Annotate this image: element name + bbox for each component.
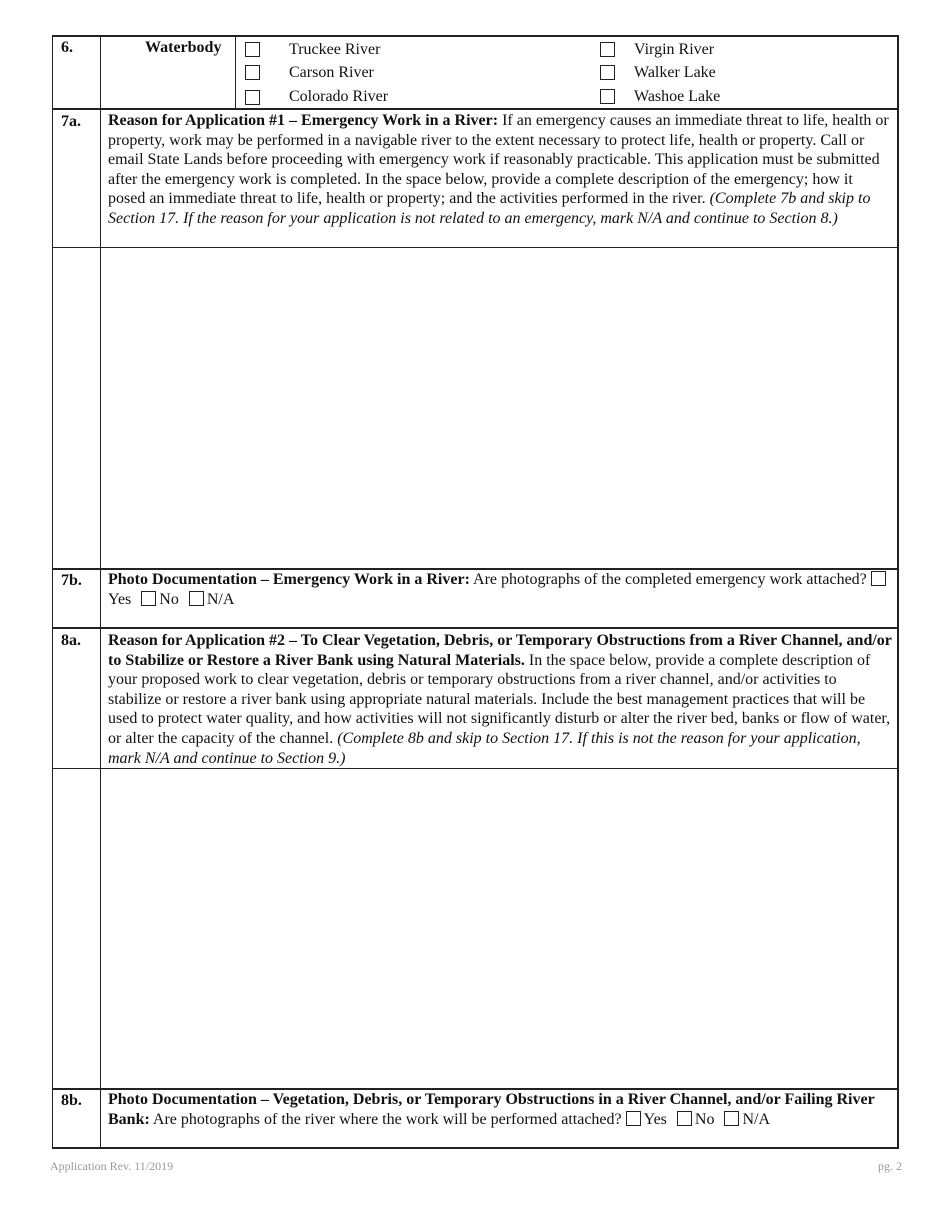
section-8a-title: Reason for Application #2 – To Clear Vegetation, Debris, or Temporary Obstructions from a River Channel, and/or to Stabilize or Restore a River Bank using Natural Materials. xyxy=(108,632,892,669)
section-7a-answer-area[interactable] xyxy=(101,249,897,568)
waterbody-label: Waterbody xyxy=(145,39,222,56)
option-7b-yes: Yes xyxy=(108,590,132,608)
section-8b-instructions xyxy=(108,1090,893,1129)
option-7b-no: No xyxy=(159,590,179,608)
option-8b-no: No xyxy=(694,1110,715,1128)
checkbox-washoe-lake[interactable] xyxy=(600,89,615,104)
section-7a-instructions xyxy=(108,111,893,229)
checkbox-7b-na[interactable] xyxy=(189,591,204,606)
table-right-border xyxy=(897,35,899,1149)
section-8a-note: (Complete 8b and skip to Section 17. If this is not the reason for your application, mark N/A and continue to Section 9.) xyxy=(108,729,861,767)
section-8b-number: 8b. xyxy=(61,1092,82,1109)
checkbox-carson-river[interactable] xyxy=(245,65,260,80)
option-colorado-river: Colorado River xyxy=(289,88,389,105)
section-8a-answer-area[interactable] xyxy=(101,770,897,1088)
checkbox-8b-yes[interactable] xyxy=(626,1111,641,1126)
option-walker-lake: Walker Lake xyxy=(634,64,716,81)
section-7a-number: 7a. xyxy=(61,113,81,130)
row-divider-6-7a xyxy=(52,108,898,110)
checkbox-walker-lake[interactable] xyxy=(600,65,615,80)
option-carson-river: Carson River xyxy=(289,64,374,81)
row-divider-7b xyxy=(52,627,898,629)
section-7a-body: If an emergency causes an immediate threat to life, health or property, work may be performed in a navigable river to the extent necessary to protect life, health or property. Call or email State Lands before proceeding with emergency work if reasonably practicable. This application must be submitted after the emergency work is completed. In the space below, provide a complete description of the emergency; how it posed an immediate threat to life, health or property; and the activities performed in the river. xyxy=(108,112,889,208)
option-8b-na: N/A xyxy=(742,1110,771,1128)
option-virgin-river: Virgin River xyxy=(634,41,715,58)
checkbox-8b-no[interactable] xyxy=(677,1111,692,1126)
checkbox-7b-no[interactable] xyxy=(141,591,156,606)
table-top-border xyxy=(52,35,898,37)
section-7b-number: 7b. xyxy=(61,572,82,589)
waterbody-label-divider xyxy=(235,35,236,109)
section-6-number: 6. xyxy=(61,39,73,56)
footer-page-number: pg. 2 xyxy=(878,1159,902,1173)
checkbox-8b-na[interactable] xyxy=(724,1111,739,1126)
option-washoe-lake: Washoe Lake xyxy=(634,88,721,105)
checkbox-7b-yes[interactable] xyxy=(871,571,886,586)
table-left-border xyxy=(52,35,53,1149)
footer-revision: Application Rev. 11/2019 xyxy=(50,1159,174,1173)
checkbox-virgin-river[interactable] xyxy=(600,42,615,57)
checkbox-colorado-river[interactable] xyxy=(245,90,260,105)
section-8a-body: In the space below, provide a complete description of your proposed work to clear vegetation, debris or temporary obstructions from a river channel, and/or activities to stabilize or restore a river bank using appropriate natural materials. Include the best management practices that will be used to protect water quality, and how activities will not significantly disturb or alter the river bed, banks or flow of water, or alter the capacity of the channel. xyxy=(108,651,891,747)
section-7a-note: (Complete 7b and skip to Section 17. If the reason for your application is not related to an emergency, mark N/A and continue to Section 8.) xyxy=(108,190,871,227)
section-8a-number: 8a. xyxy=(61,632,81,649)
section-8b-body: Are photographs of the river where the work will be performed attached? xyxy=(149,1110,622,1128)
option-truckee-river: Truckee River xyxy=(289,41,381,58)
section-8a-instructions xyxy=(108,631,893,768)
section-7b-title: Photo Documentation – Emergency Work in a River: xyxy=(108,571,470,588)
section-7a-title: Reason for Application #1 – Emergency Work in a River: xyxy=(108,112,499,129)
row-divider-7a-text xyxy=(52,247,898,248)
checkbox-truckee-river[interactable] xyxy=(245,42,260,57)
section-7b-body: Are photographs of the completed emergency work attached? xyxy=(469,571,867,588)
section-7b-instructions xyxy=(108,570,893,609)
option-8b-yes: Yes xyxy=(643,1110,667,1128)
section-8b-title: Photo Documentation – Vegetation, Debris, or Temporary Obstructions in a River Channel, and/or Failing River Bank: xyxy=(108,1091,875,1128)
table-bottom-border xyxy=(52,1147,898,1149)
option-7b-na: N/A xyxy=(206,590,235,608)
